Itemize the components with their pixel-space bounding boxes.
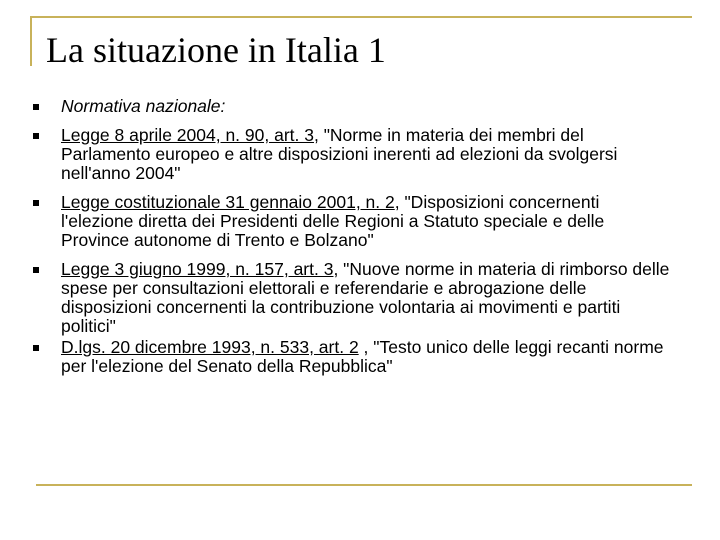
bullet-text: Normativa nazionale:: [61, 96, 226, 116]
frame-left-line: [30, 16, 32, 66]
square-bullet-icon: [33, 267, 39, 273]
slide-title: La situazione in Italia 1: [46, 30, 386, 70]
bullet-text: , "Nuove norme in materia di rimborso delle spese per consultazioni elettorali e referendarie e abrogazione delle disposizioni concernenti la contribuzione volontaria ai movimenti e partiti politici": [61, 259, 670, 336]
square-bullet-icon: [33, 345, 39, 351]
frame-top-line: [30, 16, 692, 18]
frame-bottom-line: [36, 484, 692, 486]
law-link-legge-costituzionale-2001[interactable]: Legge costituzionale 31 gennaio 2001, n. 2: [61, 192, 395, 212]
law-link-legge-1999[interactable]: Legge 3 giugno 1999, n. 157, art. 3: [61, 259, 334, 279]
square-bullet-icon: [33, 200, 39, 206]
law-link-legge-2004[interactable]: Legge 8 aprile 2004, n. 90, art. 3: [61, 125, 314, 145]
bullet-text: , "Testo unico delle leggi recanti norme per l'elezione del Senato della Repubblica": [61, 337, 664, 376]
bullet-item-legge-2004: [30, 126, 670, 183]
bullet-text: , "Disposizioni concernenti l'elezione diretta dei Presidenti delle Regioni a Statuto speciale e delle Province autonome di Trento e Bolzano": [61, 192, 605, 250]
bullet-item-legge-1999: [30, 260, 670, 336]
bullet-item-dlgs-1993: [30, 338, 670, 376]
square-bullet-icon: [33, 133, 39, 139]
square-bullet-icon: [33, 104, 39, 110]
bullet-item-legge-costituzionale-2001: [30, 193, 670, 250]
law-link-dlgs-1993[interactable]: D.lgs. 20 dicembre 1993, n. 533, art. 2: [61, 337, 359, 357]
bullet-item-normativa: [30, 97, 670, 116]
bullet-list: [30, 97, 670, 376]
bullet-text: , "Norme in materia dei membri del Parlamento europeo e altre disposizioni inerenti ad elezioni da svolgersi nell'anno 2004": [61, 125, 618, 183]
